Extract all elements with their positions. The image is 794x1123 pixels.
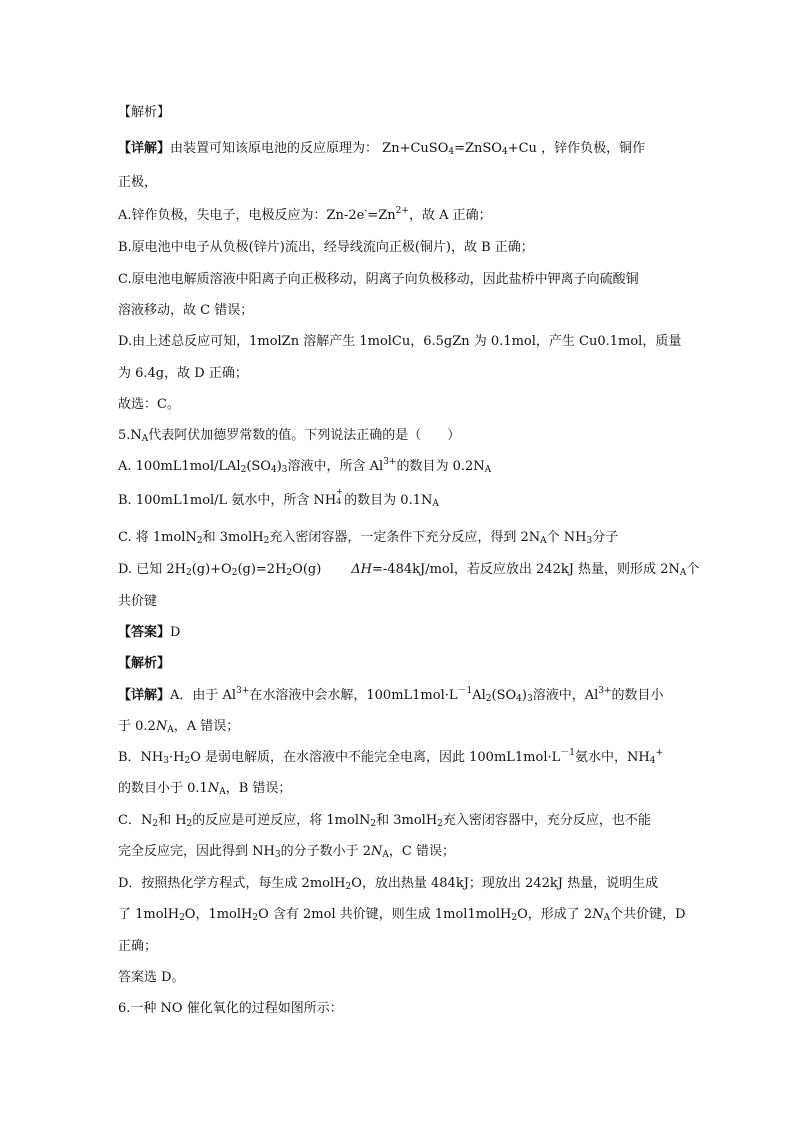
detail-b-line1: B．$NH_3\cdot H_2O$ 是弱电解质，在水溶液中不能完全电离，因此 $100mL1mol\cdot L^{-1}$氨水中，$NH_4^+$	[118, 748, 663, 766]
detail-d-line3: 正确；	[118, 939, 158, 954]
explanation-d-line2: 为 6.4g，故 D 正确；	[118, 366, 248, 381]
answer-line: 【答案】D	[118, 625, 181, 640]
question-6-stem: 6.一种 NO 催化氧化的过程如图所示：	[118, 1001, 343, 1016]
explanation-a: A.锌作负极，失电子，电极反应为：$Zn-2e^-=Zn^{2+}$，故 A 正确；	[118, 206, 492, 223]
option-c: C. 将 1molN$_2$和 3molH$_2$充入密闭容器，一定条件下充分反应，得到 $2N_A$个 $NH_3$分子	[118, 530, 619, 546]
detail-c-line2: 完全反应完，因此得到 $NH_3$的分子数小于 $2N_A$，C 错误；	[118, 844, 455, 860]
analysis-heading-2: 【解析】	[118, 656, 171, 671]
detail-c-line1: C．$N_2$和 $H_2$的反应是可逆反应，将 1molN$_2$和 3molH$_2$充入密闭容器中，充分反应，也不能	[118, 813, 651, 829]
option-a: A. $100mL1mol/LAl_2(SO_4)_3$溶液中，所含 $Al^{3+}$的数目为 $0.2N_A$	[118, 457, 492, 475]
detail-line-2: 正极，	[118, 175, 158, 190]
choice-line: 故选：C。	[118, 397, 180, 412]
detail-line-1: 【详解】由装置可知该原电池的反应原理为： Zn+CuSO$_4$=ZnSO$_4$+Cu ，锌作负极，铜作	[118, 141, 646, 157]
detail-b-line2: 的数目小于 $0.1N_A$，B 错误；	[118, 781, 292, 797]
detail-d-line1: D．按照热化学方程式，每生成 2molH$_2$O，放出热量 484kJ；现放出 242kJ 热量，说明生成	[118, 876, 659, 892]
option-d-line1: D. 已知 $2H_2(g)+O_2(g)=2H_2O(g)$ ΔH=-484kJ/mol，若反应放出 242kJ 热量，则形成 $2N_A$个	[118, 562, 700, 578]
detail-d-line2: 了 1molH$_2$O，1molH$_2$O 含有 2mol 共价键，则生成 1mol1molH$_2$O，形成了 $2N_A$个共价键，D	[118, 907, 686, 923]
question-5-stem: $5.N_A$代表阿伏加德罗常数的值。下列说法正确的是（ ）	[118, 428, 461, 444]
final-answer: 答案选 D。	[118, 970, 185, 985]
explanation-d-line1: D.由上述总反应可知，1molZn 溶解产生 1molCu，6.5gZn 为 0.1mol，产生 Cu0.1mol，质量	[118, 334, 682, 349]
explanation-c-line1: C.原电池电解质溶液中阳离子向正极移动，阴离子向负极移动，因此盐桥中钾离子向硫酸铜	[118, 272, 639, 287]
option-d-line2: 共价键	[118, 594, 158, 609]
detail-a-line2: 于 $0.2N_A$，A 错误；	[118, 719, 240, 735]
explanation-b: B.原电池中电子从负极(锌片)流出，经导线流向正极(铜片)，故 B 正确；	[118, 240, 534, 255]
option-b: B. 100mL1mol/L 氨水中，所含 NH + 4 的数目为 $0.1N_A$	[118, 487, 439, 509]
analysis-heading-1: 【解析】	[118, 105, 171, 120]
detail-a-line1: 【详解】A．由于 $Al^{3+}$在水溶液中会水解，$100mL1mol\cdot L^{-1}Al_2(SO_4)_3$溶液中，$Al^{3+}$的数目小	[118, 686, 664, 704]
explanation-c-line2: 溶液移动，故 C 错误；	[118, 303, 254, 318]
